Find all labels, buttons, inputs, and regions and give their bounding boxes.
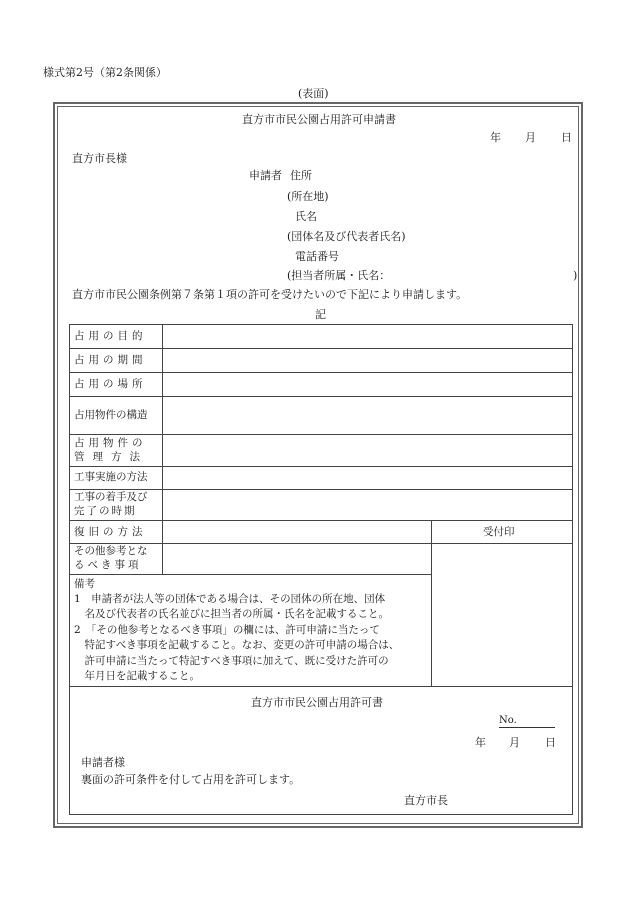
- permit-date-day: 日: [545, 736, 556, 749]
- date-day-label: 日: [561, 131, 572, 144]
- receipt-stamp-label: 受付印: [483, 526, 515, 538]
- row-label-other-line1: その他参考とな: [74, 545, 148, 557]
- form-number-label: 様式第2号（第2条関係）: [43, 66, 167, 79]
- side-label: (表面): [298, 87, 329, 100]
- location-label: (所在地): [287, 190, 329, 203]
- note-2-line-3: 許可申請に当たって特記すべき事項に加えて、既に受けた許可の: [74, 655, 389, 667]
- row-divider: [69, 372, 573, 373]
- row-label-other-line2: るべき事項: [74, 559, 142, 571]
- row-divider: [69, 489, 573, 490]
- row-divider: [69, 543, 573, 544]
- address-label: 住所: [290, 169, 312, 182]
- row-label-purpose: 占用の目的: [74, 330, 147, 342]
- row-label-construction-method: 工事実施の方法: [74, 471, 148, 483]
- contact-close-paren: ): [573, 269, 578, 282]
- note-1-line-2: 名及び代表者の氏名並びに担当者の所属・氏名を記載すること。: [74, 608, 389, 620]
- name-label: 氏名: [295, 210, 317, 223]
- permit-number-underline: [499, 727, 555, 728]
- row-divider: [69, 348, 573, 349]
- row-divider: [69, 396, 573, 397]
- row-divider: [69, 520, 573, 521]
- row-label-place: 占用の場所: [74, 378, 147, 390]
- permit-date-year: 年: [475, 736, 486, 749]
- permit-title: 直方市市民公園占用許可書: [251, 696, 383, 709]
- applicant-label: 申請者: [249, 169, 282, 182]
- row-label-structure: 占用物件の構造: [74, 409, 148, 421]
- application-title: 直方市市民公園占用許可申請書: [242, 113, 396, 126]
- row-label-management-line2: 管理方法: [74, 451, 148, 463]
- org-name-label: (団体名及び代表者氏名): [287, 230, 406, 243]
- label-column-divider: [162, 324, 163, 574]
- permit-number-label: No.: [499, 715, 517, 726]
- row-label-construction-period-line2: 完了の時期: [74, 505, 137, 517]
- row-label-construction-period-line1: 工事の着手及び: [74, 491, 148, 503]
- note-2-line-4: 年月日を記載すること。: [74, 670, 200, 682]
- permit-statement: 裏面の許可条件を付して占用を許可します。: [81, 773, 301, 786]
- addressee: 直方市長様: [72, 152, 127, 165]
- date-year-label: 年: [490, 131, 501, 144]
- receipt-column-divider: [431, 520, 432, 687]
- note-2-line-2: 特記すべき事項を記載すること。なお、変更の許可申請の場合は、: [74, 639, 400, 651]
- note-1-line-1: 1 申請者が法人等の団体である場合は、その団体の所在地、団体: [74, 593, 386, 605]
- permit-addressee: 申請者様: [81, 756, 125, 769]
- permit-issuer: 直方市長: [404, 794, 448, 807]
- note-2-line-1: 2 「その他参考となるべき事項」の欄には、許可申請に当たって: [74, 624, 380, 636]
- permit-date-month: 月: [509, 736, 520, 749]
- row-label-restoration: 復旧の方法: [74, 526, 147, 538]
- row-divider: [69, 574, 431, 575]
- phone-label: 電話番号: [295, 250, 339, 263]
- row-divider: [69, 466, 573, 467]
- notes-title: 備考: [74, 578, 95, 590]
- ki-label: 記: [315, 308, 326, 321]
- application-statement: 直方市市民公園条例第７条第１項の許可を受けたいので下記により申請します。: [72, 288, 468, 301]
- date-month-label: 月: [525, 131, 536, 144]
- row-label-management-line1: 占用物件の: [74, 437, 147, 449]
- row-divider: [69, 434, 573, 435]
- contact-label: (担当者所属・氏名：: [287, 269, 391, 282]
- row-label-period: 占用の期間: [74, 354, 147, 366]
